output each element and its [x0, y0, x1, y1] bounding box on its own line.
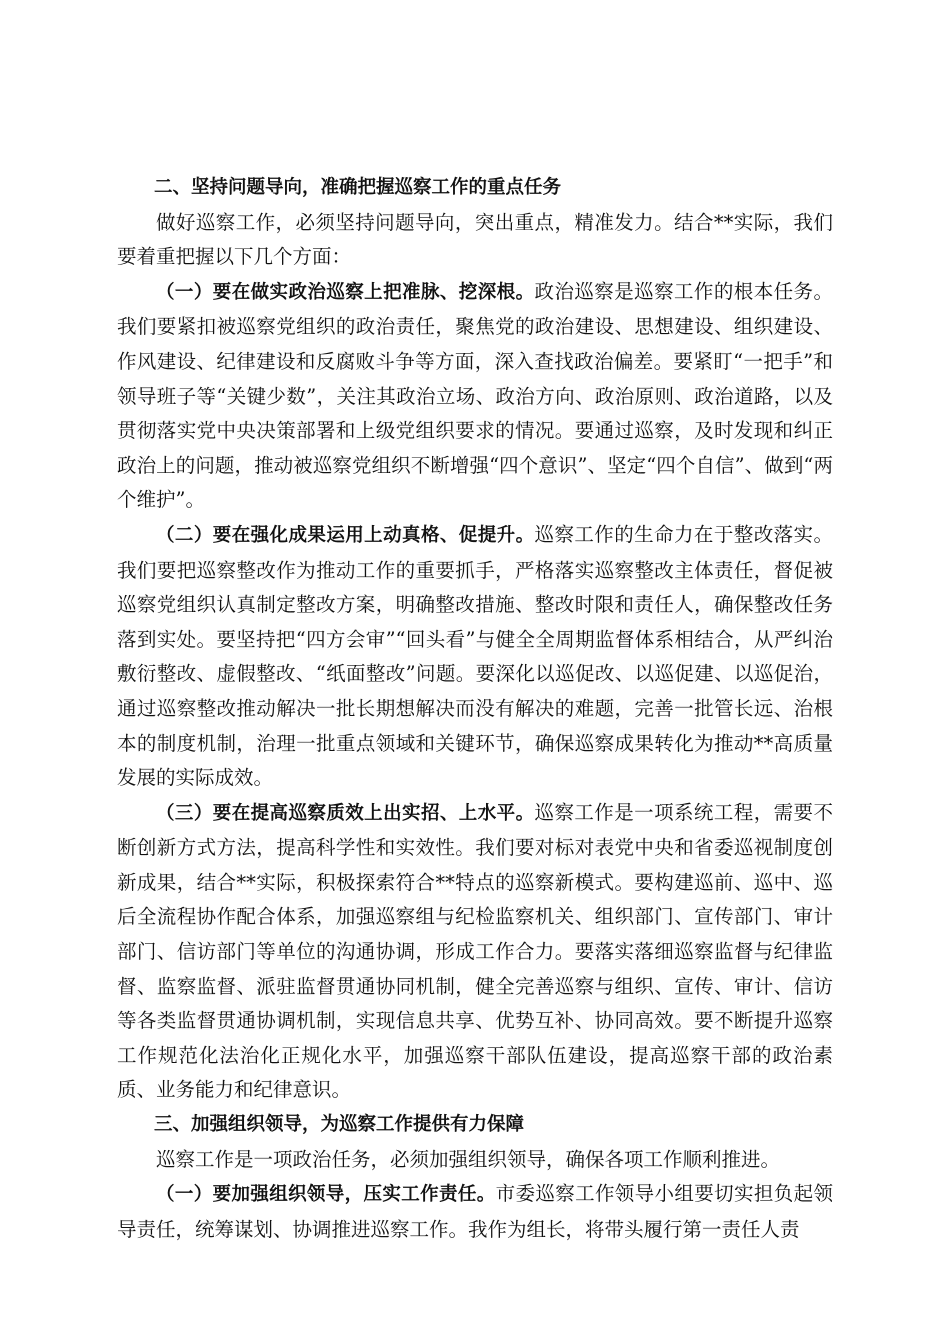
document-page: [117, 171, 833, 1247]
paragraph-body: 巡察工作的生命力在于整改落实。我们要把巡察整改作为推动工作的重要抓手，严格落实巡察整改主体责任，督促被巡察党组织认真制定整改方案，明确整改措施、整改时限和责任人，确保整改任务落到实处。要坚持把“四方会审”“回头看”与健全全周期监督体系相结合，从严纠治敷衍整改、虚假整改、“纸面整改”问题。要深化以巡促改、以巡促建、以巡促治，通过巡察整改推动解决一批长期想解决而没有解决的难题，完善一批管长远、治根本的制度机制，治理一批重点领域和关键环节，确保巡察成果转化为推动**高质量发展的实际成效。: [117, 522, 833, 790]
numbered-paragraph: [117, 1177, 833, 1247]
paragraph-lead: （三）要在提高巡察质效上出实招、上水平。: [156, 802, 535, 824]
paragraph-lead: （二）要在强化成果运用上动真格、促提升。: [156, 524, 535, 546]
section-heading: 二、坚持问题导向，准确把握巡察工作的重点任务: [154, 177, 562, 198]
paragraph-body: 市委巡察工作领导小组要切实担负起领导责任，统筹谋划、协调推进巡察工作。我作为组长，将带头履行第一责任人责: [117, 1182, 833, 1241]
paragraph-body: 政治巡察是巡察工作的根本任务。我们要紧扣被巡察党组织的政治责任，聚焦党的政治建设、思想建设、组织建设、作风建设、纪律建设和反腐败斗争等方面，深入查找政治偏差。要紧盯“一把手”和领导班子等“关键少数”，关注其政治立场、政治方向、政治原则、政治道路，以及贯彻落实党中央决策部署和上级党组织要求的情况。要通过巡察，及时发现和纠正政治上的问题，推动被巡察党组织不断增强“四个意识”、坚定“四个自信”、做到“两个维护”。: [117, 279, 833, 512]
numbered-paragraph: [117, 796, 833, 1108]
numbered-paragraph: [117, 275, 833, 518]
paragraph-body: 巡察工作是一项系统工程，需要不断创新方式方法，提高科学性和实效性。我们要对标对表党中央和省委巡视制度创新成果，结合**实际，积极探索符合**特点的巡察新模式。要构建巡前、巡中、巡后全流程协作配合体系，加强巡察组与纪检监察机关、组织部门、宣传部门、审计部门、信访部门等单位的沟通协调，形成工作合力。要落实落细巡察监督与纪律监督、监察监督、派驻监督贯通协同机制，健全完善巡察与组织、宣传、审计、信访等各类监督贯通协调机制，实现信息共享、优势互补、协同高效。要不断提升巡察工作规范化法治化正规化水平，加强巡察干部队伍建设，提高巡察干部的政治素质、业务能力和纪律意识。: [117, 800, 833, 1102]
section-heading: 三、加强组织领导，为巡察工作提供有力保障: [154, 1114, 525, 1136]
section-intro-paragraph: 做好巡察工作，必须坚持问题导向，突出重点，精准发力。结合**实际，我们要着重把握以下几个方面：: [117, 210, 833, 269]
paragraph-lead: （一）要加强组织领导，压实工作责任。: [156, 1184, 496, 1206]
paragraph-lead: （一）要在做实政治巡察上把准脉、挖深根。: [156, 281, 535, 303]
section-intro-paragraph: 巡察工作是一项政治任务，必须加强组织领导，确保各项工作顺利推进。: [156, 1147, 781, 1171]
numbered-paragraph: [117, 518, 833, 796]
